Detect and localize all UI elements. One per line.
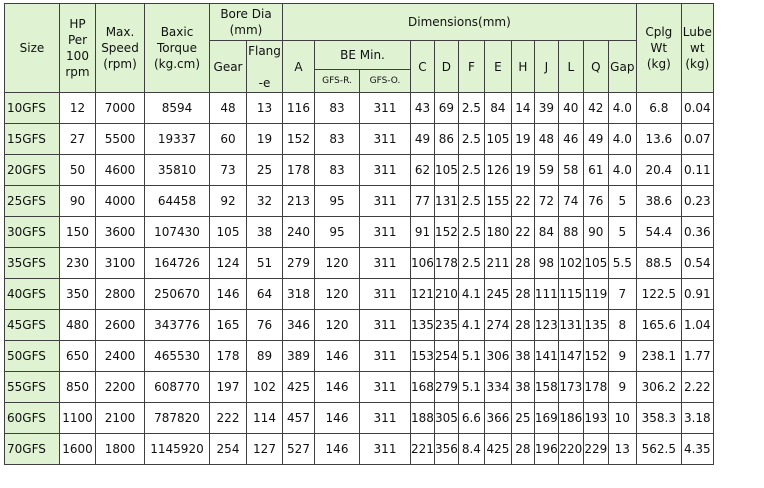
be-gfs-r-cell: 120 (315, 248, 360, 279)
size-cell: 70GFS (5, 434, 60, 465)
dim-f-cell: 6.6 (458, 403, 484, 434)
dim-d-cell: 105 (434, 155, 458, 186)
be-gfs-r-cell: 83 (315, 124, 360, 155)
flange-bore-cell: 64 (247, 279, 283, 310)
dim-d-cell: 69 (434, 93, 458, 124)
hp-cell: 350 (60, 279, 96, 310)
dim-e-cell: 126 (484, 155, 511, 186)
size-cell: 35GFS (5, 248, 60, 279)
bore-dia-header: Bore Dia (mm) (210, 4, 283, 41)
dim-h-cell: 28 (511, 434, 534, 465)
dim-q-cell: 42 (583, 93, 608, 124)
lube-wt-cell: 2.22 (681, 372, 713, 403)
size-cell: 40GFS (5, 279, 60, 310)
size-cell: 55GFS (5, 372, 60, 403)
be-gfs-o-cell: 311 (360, 186, 411, 217)
lube-wt-cell: 3.18 (681, 403, 713, 434)
torque-cell: 107430 (145, 217, 210, 248)
be-gfs-r-cell: 146 (315, 434, 360, 465)
lube-wt-cell: 0.11 (681, 155, 713, 186)
torque-cell: 19337 (145, 124, 210, 155)
dim-a-header: A (283, 41, 315, 93)
size-cell: 10GFS (5, 93, 60, 124)
gear-bore-cell: 165 (210, 310, 247, 341)
gap-cell: 13 (608, 434, 636, 465)
be-gfs-o-cell: 311 (360, 434, 411, 465)
cplg-wt-cell: 306.2 (636, 372, 681, 403)
dim-j-cell: 39 (534, 93, 558, 124)
dim-a-cell: 213 (283, 186, 315, 217)
dim-q-cell: 105 (583, 248, 608, 279)
table-row (5, 341, 714, 372)
dim-c-cell: 106 (411, 248, 435, 279)
size-cell: 25GFS (5, 186, 60, 217)
table-row (5, 93, 714, 124)
be-gfs-r-cell: 146 (315, 372, 360, 403)
coupling-spec-table (4, 3, 714, 465)
flange-header: Flang -e (247, 41, 283, 93)
dim-d-cell: 279 (434, 372, 458, 403)
dim-l-cell: 88 (558, 217, 583, 248)
dim-c-cell: 121 (411, 279, 435, 310)
dim-j-cell: 158 (534, 372, 558, 403)
dim-e-cell: 334 (484, 372, 511, 403)
dim-c-cell: 62 (411, 155, 435, 186)
cplg-wt-cell: 88.5 (636, 248, 681, 279)
dim-h-cell: 22 (511, 186, 534, 217)
hp-cell: 27 (60, 124, 96, 155)
hp-cell: 90 (60, 186, 96, 217)
max-speed-cell: 2200 (96, 372, 145, 403)
torque-cell: 608770 (145, 372, 210, 403)
gear-header: Gear (210, 41, 247, 93)
be-gfs-r-cell: 146 (315, 403, 360, 434)
hp-cell: 230 (60, 248, 96, 279)
dim-q-cell: 119 (583, 279, 608, 310)
table-row (5, 279, 714, 310)
dim-j-header: J (534, 41, 558, 93)
size-cell: 15GFS (5, 124, 60, 155)
gfs-o-header: GFS-O. (360, 70, 411, 93)
table-row (5, 310, 714, 341)
dim-q-header: Q (583, 41, 608, 93)
gap-cell: 10 (608, 403, 636, 434)
dim-j-cell: 59 (534, 155, 558, 186)
dim-q-cell: 193 (583, 403, 608, 434)
flange-bore-cell: 89 (247, 341, 283, 372)
be-gfs-r-cell: 146 (315, 341, 360, 372)
gap-cell: 4.0 (608, 155, 636, 186)
dim-e-cell: 211 (484, 248, 511, 279)
gap-header: Gap (608, 41, 636, 93)
be-gfs-r-cell: 120 (315, 310, 360, 341)
gear-bore-cell: 48 (210, 93, 247, 124)
flange-bore-cell: 38 (247, 217, 283, 248)
dim-d-cell: 254 (434, 341, 458, 372)
dim-e-cell: 180 (484, 217, 511, 248)
gear-bore-cell: 254 (210, 434, 247, 465)
flange-bore-cell: 114 (247, 403, 283, 434)
dim-e-cell: 366 (484, 403, 511, 434)
dim-f-cell: 4.1 (458, 310, 484, 341)
max-speed-cell: 5500 (96, 124, 145, 155)
dim-f-cell: 2.5 (458, 217, 484, 248)
flange-bore-cell: 76 (247, 310, 283, 341)
gear-bore-cell: 146 (210, 279, 247, 310)
dim-q-cell: 61 (583, 155, 608, 186)
dim-j-cell: 48 (534, 124, 558, 155)
dim-c-cell: 221 (411, 434, 435, 465)
dim-e-cell: 105 (484, 124, 511, 155)
dim-d-header: D (434, 41, 458, 93)
be-gfs-r-cell: 95 (315, 217, 360, 248)
dim-l-cell: 102 (558, 248, 583, 279)
gap-cell: 9 (608, 341, 636, 372)
dim-l-cell: 58 (558, 155, 583, 186)
table-row (5, 248, 714, 279)
torque-cell: 164726 (145, 248, 210, 279)
hp-header: HP Per 100 rpm (60, 4, 96, 93)
hp-cell: 150 (60, 217, 96, 248)
dim-h-cell: 19 (511, 124, 534, 155)
cplg-wt-header: Cplg Wt (kg) (636, 4, 681, 93)
dim-j-cell: 123 (534, 310, 558, 341)
dim-j-cell: 84 (534, 217, 558, 248)
gap-cell: 4.0 (608, 93, 636, 124)
flange-bore-cell: 13 (247, 93, 283, 124)
dim-j-cell: 72 (534, 186, 558, 217)
dim-e-cell: 425 (484, 434, 511, 465)
gap-cell: 5 (608, 217, 636, 248)
dim-h-cell: 28 (511, 279, 534, 310)
max-speed-cell: 1800 (96, 434, 145, 465)
be-gfs-o-cell: 311 (360, 248, 411, 279)
cplg-wt-cell: 54.4 (636, 217, 681, 248)
flange-bore-cell: 102 (247, 372, 283, 403)
dim-d-cell: 86 (434, 124, 458, 155)
table-row (5, 217, 714, 248)
flange-bore-cell: 127 (247, 434, 283, 465)
dim-f-header: F (458, 41, 484, 93)
dim-j-cell: 169 (534, 403, 558, 434)
torque-cell: 465530 (145, 341, 210, 372)
be-gfs-o-cell: 311 (360, 341, 411, 372)
dim-a-cell: 457 (283, 403, 315, 434)
dim-l-cell: 115 (558, 279, 583, 310)
table-row (5, 403, 714, 434)
flange-bore-cell: 19 (247, 124, 283, 155)
lube-wt-header: Lube wt (kg) (681, 4, 713, 93)
table-row (5, 124, 714, 155)
hp-cell: 850 (60, 372, 96, 403)
dim-q-cell: 90 (583, 217, 608, 248)
gear-bore-cell: 73 (210, 155, 247, 186)
dim-d-cell: 210 (434, 279, 458, 310)
be-gfs-o-cell: 311 (360, 279, 411, 310)
dim-e-cell: 306 (484, 341, 511, 372)
dim-l-cell: 147 (558, 341, 583, 372)
size-cell: 30GFS (5, 217, 60, 248)
dim-a-cell: 240 (283, 217, 315, 248)
dim-j-cell: 141 (534, 341, 558, 372)
cplg-wt-cell: 6.8 (636, 93, 681, 124)
max-speed-cell: 7000 (96, 93, 145, 124)
flange-bore-cell: 25 (247, 155, 283, 186)
cplg-wt-cell: 38.6 (636, 186, 681, 217)
max-speed-cell: 4600 (96, 155, 145, 186)
torque-cell: 35810 (145, 155, 210, 186)
gap-cell: 7 (608, 279, 636, 310)
dim-l-cell: 220 (558, 434, 583, 465)
hp-cell: 1600 (60, 434, 96, 465)
max-speed-cell: 3600 (96, 217, 145, 248)
max-speed-cell: 2800 (96, 279, 145, 310)
torque-cell: 64458 (145, 186, 210, 217)
dim-l-cell: 173 (558, 372, 583, 403)
dim-c-cell: 168 (411, 372, 435, 403)
torque-cell: 8594 (145, 93, 210, 124)
max-speed-cell: 4000 (96, 186, 145, 217)
dim-l-cell: 46 (558, 124, 583, 155)
dim-c-cell: 77 (411, 186, 435, 217)
dim-a-cell: 116 (283, 93, 315, 124)
lube-wt-cell: 0.04 (681, 93, 713, 124)
size-cell: 20GFS (5, 155, 60, 186)
table-row (5, 155, 714, 186)
dim-a-cell: 346 (283, 310, 315, 341)
dim-h-cell: 25 (511, 403, 534, 434)
lube-wt-cell: 4.35 (681, 434, 713, 465)
gap-cell: 4.0 (608, 124, 636, 155)
hp-cell: 1100 (60, 403, 96, 434)
be-gfs-o-cell: 311 (360, 93, 411, 124)
gear-bore-cell: 60 (210, 124, 247, 155)
dim-l-cell: 186 (558, 403, 583, 434)
dim-e-cell: 274 (484, 310, 511, 341)
flange-bore-cell: 51 (247, 248, 283, 279)
size-header: Size (5, 4, 60, 93)
hp-cell: 650 (60, 341, 96, 372)
dim-l-cell: 40 (558, 93, 583, 124)
dim-j-cell: 111 (534, 279, 558, 310)
dim-d-cell: 131 (434, 186, 458, 217)
dim-d-cell: 305 (434, 403, 458, 434)
be-gfs-o-cell: 311 (360, 310, 411, 341)
size-cell: 50GFS (5, 341, 60, 372)
dim-e-cell: 245 (484, 279, 511, 310)
torque-cell: 1145920 (145, 434, 210, 465)
torque-cell: 250670 (145, 279, 210, 310)
table-row (5, 186, 714, 217)
dim-a-cell: 318 (283, 279, 315, 310)
gear-bore-cell: 197 (210, 372, 247, 403)
table-body (5, 93, 714, 465)
dim-q-cell: 229 (583, 434, 608, 465)
lube-wt-cell: 0.23 (681, 186, 713, 217)
cplg-wt-cell: 13.6 (636, 124, 681, 155)
dim-d-cell: 235 (434, 310, 458, 341)
dim-c-cell: 135 (411, 310, 435, 341)
dim-f-cell: 2.5 (458, 186, 484, 217)
be-gfs-r-cell: 95 (315, 186, 360, 217)
be-gfs-r-cell: 83 (315, 93, 360, 124)
dim-h-cell: 19 (511, 155, 534, 186)
max-speed-header: Max. Speed (rpm) (96, 4, 145, 93)
dim-h-cell: 28 (511, 248, 534, 279)
gfs-r-header: GFS-R. (315, 70, 360, 93)
be-min-header: BE Min. (315, 41, 411, 70)
cplg-wt-cell: 238.1 (636, 341, 681, 372)
dim-q-cell: 76 (583, 186, 608, 217)
gap-cell: 5 (608, 186, 636, 217)
lube-wt-cell: 0.54 (681, 248, 713, 279)
gear-bore-cell: 222 (210, 403, 247, 434)
dim-c-cell: 49 (411, 124, 435, 155)
lube-wt-cell: 0.36 (681, 217, 713, 248)
cplg-wt-cell: 165.6 (636, 310, 681, 341)
dim-j-cell: 98 (534, 248, 558, 279)
dim-c-header: C (411, 41, 435, 93)
cplg-wt-cell: 20.4 (636, 155, 681, 186)
dim-f-cell: 2.5 (458, 248, 484, 279)
gap-cell: 5.5 (608, 248, 636, 279)
dim-a-cell: 425 (283, 372, 315, 403)
torque-header: Baxic Torque (kg.cm) (145, 4, 210, 93)
size-cell: 60GFS (5, 403, 60, 434)
size-cell: 45GFS (5, 310, 60, 341)
be-gfs-o-cell: 311 (360, 403, 411, 434)
cplg-wt-cell: 122.5 (636, 279, 681, 310)
cplg-wt-cell: 562.5 (636, 434, 681, 465)
dim-f-cell: 5.1 (458, 341, 484, 372)
dim-d-cell: 152 (434, 217, 458, 248)
be-gfs-o-cell: 311 (360, 372, 411, 403)
hp-cell: 480 (60, 310, 96, 341)
max-speed-cell: 2100 (96, 403, 145, 434)
spec-table-container (4, 3, 714, 465)
dim-h-cell: 14 (511, 93, 534, 124)
torque-cell: 787820 (145, 403, 210, 434)
dim-f-cell: 2.5 (458, 93, 484, 124)
dim-d-cell: 178 (434, 248, 458, 279)
max-speed-cell: 3100 (96, 248, 145, 279)
gap-cell: 9 (608, 372, 636, 403)
dim-l-header: L (558, 41, 583, 93)
dim-f-cell: 5.1 (458, 372, 484, 403)
dim-a-cell: 527 (283, 434, 315, 465)
lube-wt-cell: 0.91 (681, 279, 713, 310)
table-row (5, 434, 714, 465)
dim-a-cell: 178 (283, 155, 315, 186)
dim-h-cell: 22 (511, 217, 534, 248)
dim-q-cell: 152 (583, 341, 608, 372)
gap-cell: 8 (608, 310, 636, 341)
dim-f-cell: 2.5 (458, 155, 484, 186)
dimensions-header: Dimensions(mm) (283, 4, 637, 41)
dim-j-cell: 196 (534, 434, 558, 465)
dim-f-cell: 4.1 (458, 279, 484, 310)
dim-h-cell: 38 (511, 372, 534, 403)
max-speed-cell: 2600 (96, 310, 145, 341)
dim-l-cell: 131 (558, 310, 583, 341)
be-gfs-r-cell: 83 (315, 155, 360, 186)
dim-e-cell: 84 (484, 93, 511, 124)
hp-cell: 12 (60, 93, 96, 124)
dim-q-cell: 178 (583, 372, 608, 403)
dim-h-cell: 38 (511, 341, 534, 372)
dim-h-cell: 28 (511, 310, 534, 341)
dim-a-cell: 152 (283, 124, 315, 155)
dim-a-cell: 279 (283, 248, 315, 279)
dim-a-cell: 389 (283, 341, 315, 372)
dim-e-header: E (484, 41, 511, 93)
hp-cell: 50 (60, 155, 96, 186)
dim-c-cell: 188 (411, 403, 435, 434)
dim-f-cell: 8.4 (458, 434, 484, 465)
dim-c-cell: 153 (411, 341, 435, 372)
be-gfs-o-cell: 311 (360, 155, 411, 186)
lube-wt-cell: 1.77 (681, 341, 713, 372)
dim-l-cell: 74 (558, 186, 583, 217)
dim-h-header: H (511, 41, 534, 93)
table-header (5, 4, 714, 93)
dim-c-cell: 91 (411, 217, 435, 248)
dim-d-cell: 356 (434, 434, 458, 465)
be-gfs-o-cell: 311 (360, 124, 411, 155)
dim-e-cell: 155 (484, 186, 511, 217)
dim-q-cell: 135 (583, 310, 608, 341)
lube-wt-cell: 0.07 (681, 124, 713, 155)
max-speed-cell: 2400 (96, 341, 145, 372)
be-gfs-r-cell: 120 (315, 279, 360, 310)
torque-cell: 343776 (145, 310, 210, 341)
dim-f-cell: 2.5 (458, 124, 484, 155)
dim-c-cell: 43 (411, 93, 435, 124)
be-gfs-o-cell: 311 (360, 217, 411, 248)
lube-wt-cell: 1.04 (681, 310, 713, 341)
dim-q-cell: 49 (583, 124, 608, 155)
gear-bore-cell: 178 (210, 341, 247, 372)
gear-bore-cell: 105 (210, 217, 247, 248)
gear-bore-cell: 124 (210, 248, 247, 279)
table-row (5, 372, 714, 403)
flange-bore-cell: 32 (247, 186, 283, 217)
cplg-wt-cell: 358.3 (636, 403, 681, 434)
gear-bore-cell: 92 (210, 186, 247, 217)
